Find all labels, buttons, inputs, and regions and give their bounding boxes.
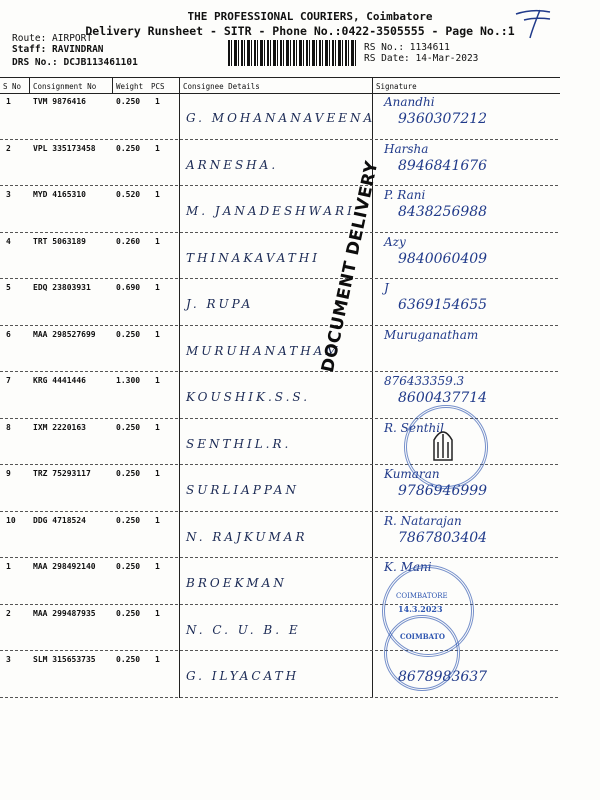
- seal-label-2: COIMBATO: [400, 632, 445, 641]
- col-header-signature: Signature: [376, 82, 417, 91]
- row-weight: 0.250: [116, 608, 141, 618]
- row-weight: 0.250: [116, 422, 141, 432]
- row-consignee-name: KOUSHIK.S.S.: [186, 390, 311, 404]
- row-col-divider: [179, 465, 180, 512]
- col-header-weight: Weight: [116, 82, 144, 91]
- row-pcs: 1: [155, 562, 160, 571]
- row-signature-name: 876433359.3: [384, 374, 465, 388]
- row-sno: 2: [6, 143, 11, 153]
- row-consignment-no: KRG 4441446: [33, 376, 86, 385]
- rs-number: RS No.: 1134611: [364, 42, 450, 53]
- row-consignment-no: MYD 4165310: [33, 190, 86, 199]
- row-pcs: 1: [155, 97, 160, 106]
- row-sno: 3: [6, 655, 11, 664]
- row-sno: 2: [6, 608, 11, 618]
- row-pcs: 1: [155, 283, 160, 292]
- row-sno: 10: [6, 515, 16, 525]
- row-sno: 5: [6, 283, 11, 292]
- row-consignee-name: N. RAJKUMAR: [186, 529, 308, 544]
- row-separator: [0, 557, 558, 558]
- row-separator: [0, 325, 558, 326]
- row-consignee-name: G. ILYACATH: [186, 669, 300, 683]
- row-consignment-no: MAA 298527699: [33, 329, 96, 339]
- row-weight: 0.250: [116, 515, 141, 525]
- row-separator: [0, 371, 558, 372]
- row-signature-phone: 6369154655: [398, 297, 488, 313]
- row-col-divider: [179, 558, 180, 605]
- row-consignee-name: J. RUPA: [186, 297, 254, 311]
- row-sno: 3: [6, 190, 11, 199]
- row-signature-phone: 7867803404: [398, 529, 488, 546]
- row-signature-name: Muruganatham: [384, 327, 479, 342]
- row-col-divider: [179, 651, 180, 698]
- row-weight: 0.250: [116, 329, 141, 339]
- row-weight: 1.300: [116, 376, 141, 385]
- courier-seal-2: [384, 615, 460, 691]
- col-divider: [29, 77, 30, 93]
- company-name: THE PROFESSIONAL COURIERS, Coimbatore: [187, 10, 433, 23]
- row-col-divider: [372, 512, 373, 559]
- row-pcs: 1: [155, 655, 160, 664]
- row-col-divider: [179, 605, 180, 652]
- row-signature-phone: 9786946999: [398, 483, 488, 499]
- row-pcs: 1: [155, 329, 160, 339]
- row-separator: [0, 650, 558, 651]
- row-consignment-no: EDQ 23803931: [33, 283, 91, 292]
- emblem-icon: [426, 420, 460, 464]
- row-consignment-no: VPL 335173458: [33, 143, 96, 153]
- col-divider: [179, 77, 180, 93]
- row-consignment-no: TVM 9876416: [33, 97, 86, 106]
- row-consignee-name: SURLIAPPAN: [186, 483, 299, 497]
- row-pcs: 1: [155, 515, 160, 525]
- row-weight: 0.520: [116, 190, 141, 199]
- row-pcs: 1: [155, 608, 160, 618]
- runsheet-title: Delivery Runsheet - SITR - Phone No.:0422-3505555 - Page No.:1: [85, 24, 515, 38]
- row-signature-phone: 9360307212: [398, 111, 488, 127]
- row-pcs: 1: [155, 469, 160, 478]
- row-signature-name: Harsha: [384, 141, 429, 156]
- row-sno: 6: [6, 329, 11, 339]
- row-col-divider: [179, 326, 180, 373]
- row-signature-name: R. Senthil: [384, 420, 444, 435]
- row-col-divider: [179, 419, 180, 466]
- row-col-divider: [179, 372, 180, 419]
- row-consignee-name: G. MOHANANAVEENA: [186, 111, 376, 125]
- seal-date: 14.3.2023: [398, 604, 443, 614]
- row-pcs: 1: [155, 422, 160, 432]
- row-signature-name: J: [384, 281, 389, 295]
- row-separator: [0, 185, 558, 186]
- row-weight: 0.250: [116, 143, 141, 153]
- row-consignment-no: TRT 5063189: [33, 236, 86, 246]
- row-sno: 9: [6, 469, 11, 478]
- row-col-divider: [372, 651, 373, 698]
- row-pcs: 1: [155, 190, 160, 199]
- row-col-divider: [179, 233, 180, 280]
- row-consignee-name: MURUHANATHAM: [186, 343, 341, 358]
- barcode: [228, 40, 356, 66]
- row-signature-name: Kumaran: [384, 467, 440, 481]
- col-divider: [112, 77, 113, 93]
- route: Route: AIRPORT: [12, 33, 93, 44]
- drs-number: DRS No.: DCJB113461101: [12, 57, 138, 68]
- row-consignment-no: IXM 2220163: [33, 422, 86, 432]
- row-col-divider: [372, 558, 373, 605]
- row-consignee-name: SENTHIL.R.: [186, 436, 292, 451]
- col-header-consignee: Consignee Details: [183, 82, 260, 91]
- row-col-divider: [372, 419, 373, 466]
- row-consignee-name: BROEKMAN: [186, 576, 287, 590]
- row-consignee-name: ARNESHA.: [186, 157, 279, 172]
- row-separator: [0, 604, 558, 605]
- row-weight: 0.250: [116, 97, 141, 106]
- row-col-divider: [372, 465, 373, 512]
- row-signature-name: K. Mani: [384, 560, 432, 574]
- row-weight: 0.250: [116, 655, 141, 664]
- row-separator: [0, 697, 558, 698]
- col-header-pcs: PCS: [151, 82, 165, 91]
- row-separator: [0, 511, 558, 512]
- row-signature-phone: 8600437714: [398, 390, 488, 406]
- row-sno: 4: [6, 236, 11, 246]
- row-consignment-no: DDG 4718524: [33, 515, 86, 525]
- row-consignee-name: THINAKAVATHI: [186, 250, 320, 265]
- row-col-divider: [372, 279, 373, 326]
- row-col-divider: [179, 93, 180, 140]
- row-weight: 0.260: [116, 236, 141, 246]
- row-weight: 0.690: [116, 283, 141, 292]
- row-col-divider: [372, 372, 373, 419]
- row-consignment-no: SLM 315653735: [33, 655, 96, 664]
- row-sno: 7: [6, 376, 11, 385]
- row-signature-name: R. Natarajan: [384, 513, 462, 528]
- row-col-divider: [372, 233, 373, 280]
- col-divider: [372, 77, 373, 93]
- row-col-divider: [372, 605, 373, 652]
- row-consignment-no: MAA 298492140: [33, 562, 96, 571]
- staff: Staff: RAVINDRAN: [12, 44, 104, 55]
- row-col-divider: [179, 512, 180, 559]
- row-sno: 1: [6, 97, 11, 106]
- row-consignment-no: MAA 299487935: [33, 608, 96, 618]
- row-col-divider: [179, 140, 180, 187]
- row-signature-name: P. Rani: [384, 188, 426, 202]
- row-consignment-no: TRZ 75293117: [33, 469, 91, 478]
- table-header-rule: [0, 93, 560, 94]
- row-sno: 8: [6, 422, 11, 432]
- row-consignee-name: N. C. U. B. E: [186, 622, 301, 637]
- row-col-divider: [372, 326, 373, 373]
- col-header-consignment: Consignment No: [33, 82, 97, 91]
- row-pcs: 1: [155, 236, 160, 246]
- row-consignee-name: M. JANADESHWARI: [186, 204, 355, 218]
- document-delivery-stamp: DOCUMENT DELIVERY: [318, 158, 383, 375]
- rs-date: RS Date: 14-Mar-2023: [364, 53, 479, 64]
- row-separator: [0, 139, 558, 140]
- row-col-divider: [179, 186, 180, 233]
- row-signature-phone: 8678983637: [398, 669, 488, 685]
- row-separator: [0, 278, 558, 279]
- row-pcs: 1: [155, 143, 160, 153]
- row-col-divider: [372, 93, 373, 140]
- row-signature-phone: 8438256988: [398, 204, 488, 220]
- row-weight: 0.250: [116, 562, 141, 571]
- row-sno: 1: [6, 562, 11, 571]
- seal-label: COIMBATORE: [396, 592, 448, 600]
- row-separator: [0, 232, 558, 233]
- row-weight: 0.250: [116, 469, 141, 478]
- row-signature-phone: 8946841676: [398, 157, 488, 174]
- row-signature-phone: 9840060409: [398, 250, 488, 267]
- row-pcs: 1: [155, 376, 160, 385]
- row-col-divider: [179, 279, 180, 326]
- col-header-sno: S No: [3, 82, 22, 91]
- table-top-rule: [0, 77, 560, 78]
- row-signature-name: Anandhi: [384, 95, 435, 109]
- row-signature-name: Azy: [384, 234, 406, 249]
